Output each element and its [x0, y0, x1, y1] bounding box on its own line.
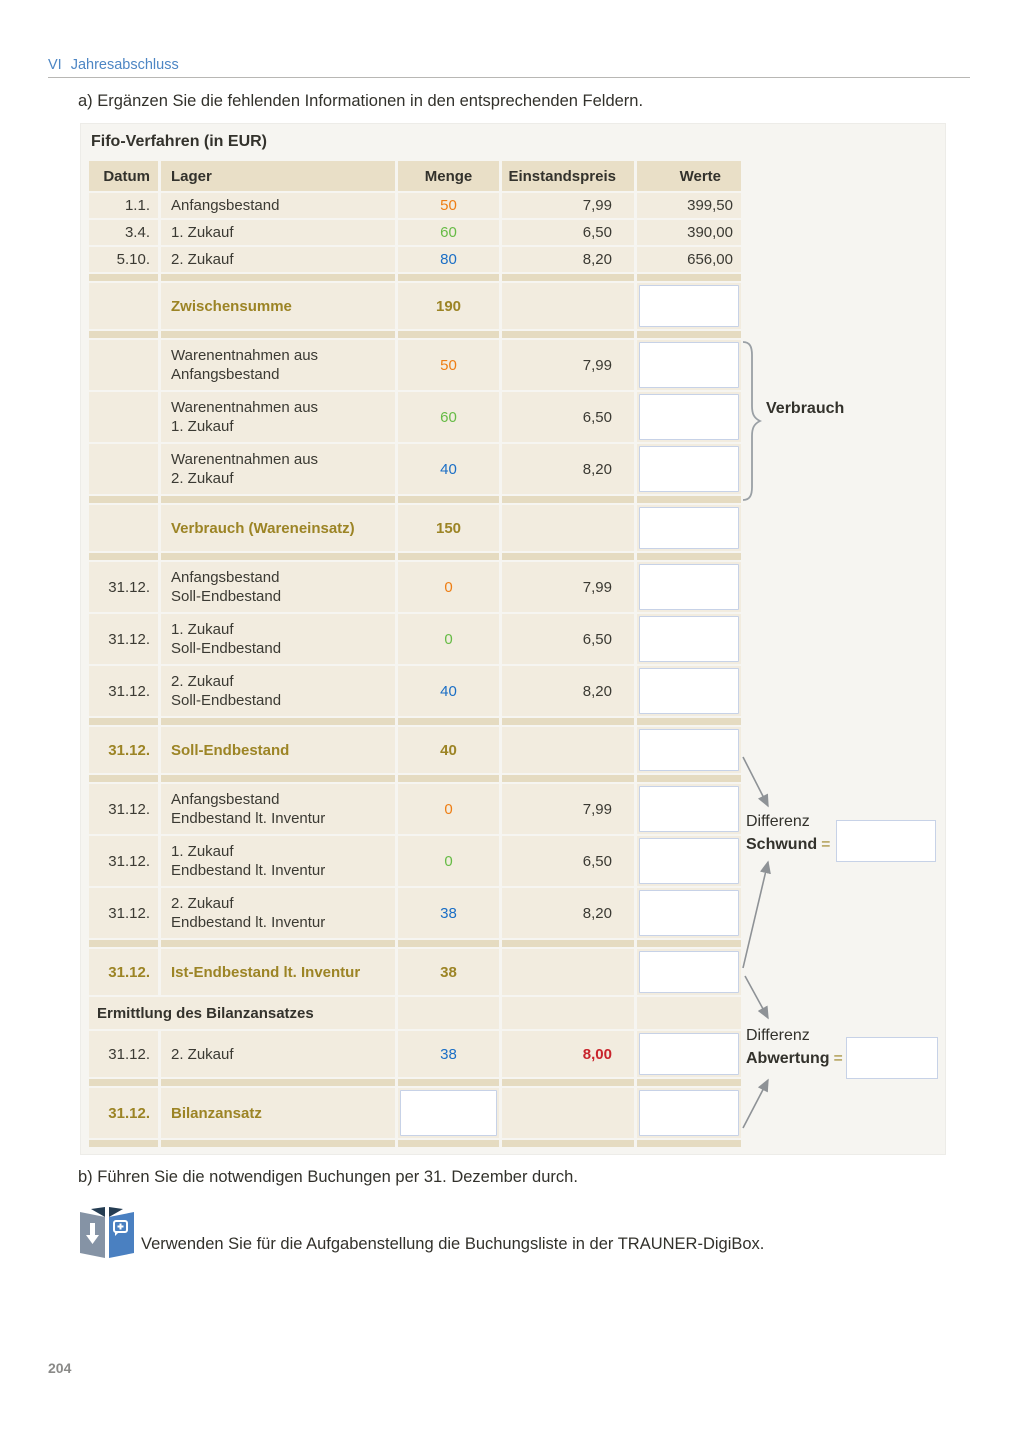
lager-line: Warenentnahmen aus — [171, 451, 319, 468]
preis-value: 6,50 — [582, 852, 612, 870]
separator-cell — [89, 496, 158, 503]
lager-line: Soll-Endbestand — [171, 741, 290, 759]
lager-cell — [161, 283, 395, 329]
datum-cell — [89, 505, 158, 551]
datum-cell: 31.12. — [89, 784, 158, 834]
lager-cell — [161, 247, 395, 272]
menge-value: 38 — [440, 963, 457, 981]
datum-cell: 1.1. — [89, 193, 158, 218]
menge-cell — [398, 340, 499, 390]
lager-cell — [161, 340, 395, 390]
digibox-icon — [78, 1206, 136, 1260]
preis-cell — [502, 444, 634, 494]
preis-cell — [502, 666, 634, 716]
menge-cell — [398, 247, 499, 272]
preis-value: 8,20 — [582, 682, 612, 700]
table-row — [89, 784, 744, 834]
separator-cell — [637, 1079, 741, 1086]
preis-cell — [502, 888, 634, 938]
separator-cell — [398, 1140, 499, 1147]
input-inventur-1-zukauf-werte[interactable] — [639, 838, 739, 884]
input-inventur-2-zukauf-werte[interactable] — [639, 890, 739, 936]
werte-value: 656,00 — [687, 251, 733, 268]
separator-cell — [502, 553, 634, 560]
menge-cell — [398, 614, 499, 664]
datum-cell: 31.12. — [89, 836, 158, 886]
lager-line: Ist-Endbestand lt. Inventur — [171, 963, 361, 981]
separator-cell — [398, 940, 499, 947]
preis-cell — [502, 949, 634, 995]
werte-cell — [637, 1031, 741, 1077]
lager-line: 2. Zukauf — [171, 1045, 234, 1063]
lager-text — [171, 894, 325, 932]
table-row — [89, 562, 744, 612]
datum-cell: 31.12. — [89, 666, 158, 716]
separator-row — [89, 940, 744, 947]
task-b-text: b) Führen Sie die notwendigen Buchungen per 31. Dezember durch. — [78, 1168, 578, 1186]
separator-cell — [502, 1140, 634, 1147]
input-entnahme-anfangsbestand-werte[interactable] — [639, 342, 739, 388]
menge-value: 0 — [444, 578, 453, 596]
menge-cell — [398, 888, 499, 938]
table-row — [89, 247, 744, 272]
chapter-title: Jahresabschluss — [70, 57, 179, 73]
schwund-label — [746, 810, 830, 856]
werte-cell — [637, 1088, 741, 1138]
lager-line: Warenentnahmen aus — [171, 399, 319, 416]
input-soll-1-zukauf-werte[interactable] — [639, 616, 739, 662]
lager-line: Warenentnahmen aus — [171, 347, 319, 364]
lager-text — [171, 196, 279, 215]
preis-cell — [502, 220, 634, 245]
input-soll-anfangsbestand-werte[interactable] — [639, 564, 739, 610]
werte-cell — [637, 727, 741, 773]
lager-line: Soll-Endbestand — [171, 640, 282, 657]
panel-title: Fifo-Verfahren (in EUR) — [91, 133, 268, 150]
lager-cell — [161, 562, 395, 612]
werte-cell — [637, 444, 741, 494]
table-row — [89, 340, 744, 390]
menge-cell — [398, 1088, 499, 1138]
input-soll-endbestand-werte[interactable] — [639, 729, 739, 771]
datum-cell — [89, 392, 158, 442]
menge-value: 50 — [440, 197, 457, 214]
lager-line: 1. Zukauf — [171, 621, 234, 638]
preis-cell — [502, 1088, 634, 1138]
task-a-text: a) Ergänzen Sie die fehlenden Informationen in den entsprechenden Feldern. — [78, 92, 644, 110]
lager-line: 2. Zukauf — [171, 895, 234, 912]
datum-cell: 31.12. — [89, 1031, 158, 1077]
menge-cell — [398, 784, 499, 834]
preis-value: 8,20 — [582, 460, 612, 478]
separator-cell — [398, 1079, 499, 1086]
lager-text — [171, 1045, 234, 1064]
separator-cell — [89, 1140, 158, 1147]
schwund-line1: Differenz — [746, 813, 810, 830]
separator-row — [89, 1079, 744, 1086]
abwertung-equals: = — [833, 1050, 843, 1067]
lager-text — [171, 568, 281, 606]
separator-cell — [398, 496, 499, 503]
lager-text — [171, 346, 318, 384]
input-bilanzansatz-werte[interactable] — [639, 1090, 739, 1136]
column-header: Lager — [161, 161, 395, 191]
table-row — [89, 666, 744, 716]
separator-cell — [89, 718, 158, 725]
separator-cell — [89, 940, 158, 947]
menge-cell — [398, 220, 499, 245]
separator-row — [89, 1140, 744, 1147]
table-row — [89, 505, 744, 551]
menge-value: 60 — [440, 408, 457, 426]
input-inventur-anfangsbestand-werte[interactable] — [639, 786, 739, 832]
lager-text — [171, 519, 355, 538]
lager-cell — [161, 784, 395, 834]
separator-cell — [637, 331, 741, 338]
abwertung-line2: Abwertung — [746, 1050, 830, 1067]
separator-cell — [502, 1079, 634, 1086]
separator-cell — [502, 775, 634, 782]
separator-cell — [637, 496, 741, 503]
lager-cell — [161, 1031, 395, 1077]
lager-line: 2. Zukauf — [171, 673, 234, 690]
chapter-header — [48, 57, 179, 73]
preis-cell — [502, 505, 634, 551]
section-cell — [637, 997, 741, 1029]
menge-value: 50 — [440, 356, 457, 374]
separator-cell — [89, 553, 158, 560]
lager-text — [171, 250, 234, 269]
separator-cell — [161, 553, 395, 560]
lager-text — [171, 620, 281, 658]
fifo-panel — [80, 123, 946, 1155]
lager-text — [171, 297, 292, 316]
werte-cell — [637, 784, 741, 834]
menge-cell — [398, 1031, 499, 1077]
separator-cell — [637, 1140, 741, 1147]
lager-cell — [161, 666, 395, 716]
lager-line: 1. Zukauf — [171, 418, 234, 435]
menge-value: 60 — [440, 224, 457, 241]
separator-cell — [161, 1140, 395, 1147]
menge-value: 38 — [440, 904, 457, 922]
preis-cell — [502, 283, 634, 329]
separator-cell — [161, 775, 395, 782]
lager-text — [171, 223, 234, 242]
chapter-number: VI — [48, 57, 62, 73]
menge-value: 0 — [444, 800, 453, 818]
table-row — [89, 888, 744, 938]
separator-cell — [502, 940, 634, 947]
lager-cell — [161, 505, 395, 551]
abwertung-label — [746, 1024, 843, 1070]
separator-cell — [637, 940, 741, 947]
abwertung-line1: Differenz — [746, 1027, 810, 1044]
separator-row — [89, 553, 744, 560]
menge-cell — [398, 392, 499, 442]
preis-cell — [502, 562, 634, 612]
column-header: Einstandspreis — [502, 161, 634, 191]
column-header: Menge — [398, 161, 499, 191]
input-bilanzansatz-menge[interactable] — [400, 1090, 497, 1136]
table-row — [89, 614, 744, 664]
separator-row — [89, 331, 744, 338]
lager-cell — [161, 888, 395, 938]
werte-cell — [637, 392, 741, 442]
separator-cell — [637, 775, 741, 782]
digibox-note: Verwenden Sie für die Aufgabenstellung die Buchungsliste in der TRAUNER-DigiBox. — [141, 1235, 765, 1253]
lager-text — [171, 790, 325, 828]
separator-cell — [89, 331, 158, 338]
lager-cell — [161, 1088, 395, 1138]
werte-cell — [637, 505, 741, 551]
menge-value: 40 — [440, 682, 457, 700]
werte-cell — [637, 340, 741, 390]
datum-cell: 31.12. — [89, 614, 158, 664]
preis-cell — [502, 614, 634, 664]
table-row — [89, 1088, 744, 1138]
preis-value: 8,00 — [582, 1045, 612, 1063]
menge-value: 0 — [444, 852, 453, 870]
table-row — [89, 392, 744, 442]
separator-cell — [398, 775, 499, 782]
lager-line: 1. Zukauf — [171, 224, 234, 241]
lager-text — [171, 1104, 262, 1123]
lager-line: Anfangsbestand — [171, 791, 280, 808]
menge-value: 190 — [435, 297, 462, 315]
datum-cell: 31.12. — [89, 888, 158, 938]
lager-line: Bilanzansatz — [171, 1104, 262, 1122]
separator-cell — [89, 1079, 158, 1086]
preis-cell — [502, 1031, 634, 1077]
lager-line: Verbrauch (Wareneinsatz) — [171, 519, 355, 537]
fifo-table — [89, 161, 744, 1149]
separator-cell — [161, 274, 395, 281]
lager-text — [171, 450, 318, 488]
schwund-equals: = — [821, 836, 831, 853]
separator-cell — [89, 775, 158, 782]
lager-line: Zwischensumme — [171, 297, 292, 315]
preis-value: 7,99 — [582, 800, 612, 818]
preis-cell — [502, 340, 634, 390]
input-schwund[interactable] — [836, 820, 936, 862]
page-number: 204 — [48, 1360, 72, 1376]
preis-cell — [502, 392, 634, 442]
input-soll-2-zukauf-werte[interactable] — [639, 668, 739, 714]
werte-value: 390,00 — [687, 224, 733, 241]
lager-line: Endbestand lt. Inventur — [171, 810, 326, 827]
werte-cell — [637, 247, 741, 272]
input-ist-endbestand-werte[interactable] — [639, 951, 739, 993]
input-abwertung[interactable] — [846, 1037, 938, 1079]
lager-cell — [161, 949, 395, 995]
table-row — [89, 727, 744, 773]
column-header: Datum — [89, 161, 158, 191]
menge-cell — [398, 193, 499, 218]
menge-value: 38 — [440, 1045, 457, 1063]
preis-value: 7,99 — [582, 197, 612, 214]
separator-row — [89, 718, 744, 725]
werte-cell — [637, 949, 741, 995]
table-row — [89, 1031, 744, 1077]
lager-line: Endbestand lt. Inventur — [171, 862, 326, 879]
lager-line: 1. Zukauf — [171, 843, 234, 860]
preis-cell — [502, 784, 634, 834]
lager-line: 2. Zukauf — [171, 470, 234, 487]
table-row — [89, 283, 744, 329]
preis-value: 8,20 — [582, 251, 612, 268]
table-row — [89, 949, 744, 995]
datum-cell: 31.12. — [89, 1088, 158, 1138]
table-row — [89, 444, 744, 494]
input-bilanz-2-zukauf-werte[interactable] — [639, 1033, 739, 1075]
table-header-row — [89, 161, 744, 191]
lager-text — [171, 398, 318, 436]
lager-line: Soll-Endbestand — [171, 692, 282, 709]
werte-cell — [637, 193, 741, 218]
table-row — [89, 220, 744, 245]
preis-value: 6,50 — [582, 224, 612, 241]
separator-cell — [502, 331, 634, 338]
datum-cell: 31.12. — [89, 562, 158, 612]
menge-cell — [398, 949, 499, 995]
verbrauch-label: Verbrauch — [766, 400, 845, 417]
input-zwischensumme-werte[interactable] — [639, 285, 739, 327]
preis-value: 7,99 — [582, 578, 612, 596]
datum-cell: 5.10. — [89, 247, 158, 272]
menge-value: 150 — [435, 519, 462, 537]
separator-cell — [161, 940, 395, 947]
separator-cell — [502, 274, 634, 281]
separator-row — [89, 496, 744, 503]
werte-value: 399,50 — [687, 197, 733, 214]
menge-cell — [398, 444, 499, 494]
separator-cell — [502, 496, 634, 503]
menge-cell — [398, 562, 499, 612]
datum-cell — [89, 340, 158, 390]
lager-text — [171, 741, 289, 760]
lager-cell — [161, 614, 395, 664]
menge-cell — [398, 505, 499, 551]
separator-cell — [398, 274, 499, 281]
preis-value: 7,99 — [582, 356, 612, 374]
lager-line: 2. Zukauf — [171, 251, 234, 268]
menge-cell — [398, 666, 499, 716]
werte-cell — [637, 562, 741, 612]
werte-cell — [637, 614, 741, 664]
werte-cell — [637, 836, 741, 886]
separator-cell — [161, 496, 395, 503]
menge-value: 80 — [440, 251, 457, 268]
lager-cell — [161, 444, 395, 494]
separator-row — [89, 775, 744, 782]
preis-cell — [502, 247, 634, 272]
menge-value: 40 — [440, 741, 457, 759]
menge-value: 40 — [440, 460, 457, 478]
separator-cell — [161, 1079, 395, 1086]
lager-cell — [161, 392, 395, 442]
separator-cell — [637, 274, 741, 281]
datum-cell: 31.12. — [89, 949, 158, 995]
menge-cell — [398, 727, 499, 773]
lager-cell — [161, 193, 395, 218]
werte-cell — [637, 666, 741, 716]
lager-line: Anfangsbestand — [171, 366, 280, 383]
preis-value: 6,50 — [582, 408, 612, 426]
separator-cell — [637, 718, 741, 725]
datum-cell — [89, 283, 158, 329]
preis-cell — [502, 727, 634, 773]
separator-row — [89, 274, 744, 281]
lager-line: Endbestand lt. Inventur — [171, 914, 326, 931]
section-title: Ermittlung des Bilanzansatzes — [89, 997, 395, 1029]
input-entnahme-1-zukauf-werte[interactable] — [639, 394, 739, 440]
separator-cell — [502, 718, 634, 725]
schwund-line2: Schwund — [746, 836, 818, 853]
table-row — [89, 193, 744, 218]
table-row — [89, 836, 744, 886]
menge-value: 0 — [444, 630, 453, 648]
werte-cell — [637, 283, 741, 329]
preis-cell — [502, 836, 634, 886]
section-cell — [398, 997, 499, 1029]
lager-line: Anfangsbestand — [171, 569, 280, 586]
preis-value: 6,50 — [582, 630, 612, 648]
lager-line: Soll-Endbestand — [171, 588, 282, 605]
datum-cell — [89, 444, 158, 494]
menge-cell — [398, 283, 499, 329]
input-verbrauch-werte[interactable] — [639, 507, 739, 549]
lager-cell — [161, 727, 395, 773]
header-rule — [48, 77, 970, 78]
werte-cell — [637, 888, 741, 938]
separator-cell — [398, 553, 499, 560]
werte-cell — [637, 220, 741, 245]
separator-cell — [398, 718, 499, 725]
lager-text — [171, 842, 325, 880]
separator-cell — [161, 331, 395, 338]
separator-cell — [637, 553, 741, 560]
section-cell — [502, 997, 634, 1029]
separator-cell — [398, 331, 499, 338]
separator-cell — [89, 274, 158, 281]
datum-cell: 31.12. — [89, 727, 158, 773]
column-header: Werte — [637, 161, 741, 191]
input-entnahme-2-zukauf-werte[interactable] — [639, 446, 739, 492]
menge-cell — [398, 836, 499, 886]
datum-cell: 3.4. — [89, 220, 158, 245]
lager-cell — [161, 836, 395, 886]
preis-cell — [502, 193, 634, 218]
lager-text — [171, 963, 360, 982]
lager-line: Anfangsbestand — [171, 197, 280, 214]
lager-text — [171, 672, 281, 710]
preis-value: 8,20 — [582, 904, 612, 922]
lager-cell — [161, 220, 395, 245]
section-row — [89, 997, 744, 1029]
separator-cell — [161, 718, 395, 725]
